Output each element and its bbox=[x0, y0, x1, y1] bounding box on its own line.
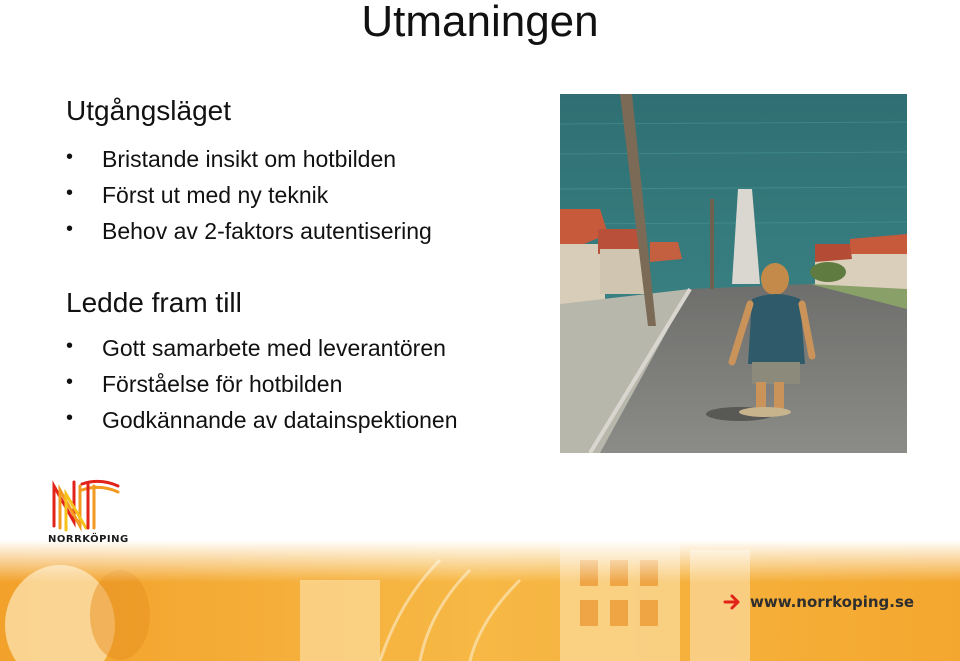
bullet-icon: • bbox=[66, 335, 74, 357]
norrkoping-wordmark: NORRKÖPING bbox=[48, 534, 129, 545]
list-item-text: Godkännande av datainspektionen bbox=[102, 407, 458, 433]
website-url[interactable]: www.norrkoping.se bbox=[750, 593, 915, 611]
list-item-text: Först ut med ny teknik bbox=[102, 182, 329, 208]
list-item bbox=[66, 402, 458, 438]
bullet-icon: • bbox=[66, 407, 74, 429]
photo-illustration bbox=[560, 94, 907, 453]
list-item-text: Gott samarbete med leverantören bbox=[102, 335, 446, 361]
section-heading-starting-point: Utgångsläget bbox=[66, 95, 232, 126]
arrow-right-icon bbox=[722, 591, 744, 613]
bullet-icon: • bbox=[66, 218, 74, 240]
norrkoping-n-logo-icon bbox=[48, 474, 128, 534]
skateboard-boy-photo bbox=[560, 94, 907, 453]
bullet-list-starting-point bbox=[66, 141, 432, 249]
slide-title: Utmaningen bbox=[361, 0, 599, 46]
list-item-text: Bristande insikt om hotbilden bbox=[102, 146, 397, 172]
list-item bbox=[66, 213, 432, 249]
list-item bbox=[66, 330, 458, 366]
list-item bbox=[66, 177, 432, 213]
list-item-text: Behov av 2-faktors autentisering bbox=[102, 218, 432, 244]
list-item bbox=[66, 366, 458, 402]
bullet-list-outcome bbox=[66, 330, 458, 438]
section-heading-outcome: Ledde fram till bbox=[66, 287, 242, 318]
website-link[interactable] bbox=[722, 588, 914, 616]
list-item bbox=[66, 141, 432, 177]
bullet-icon: • bbox=[66, 146, 74, 168]
bullet-icon: • bbox=[66, 182, 74, 204]
bullet-icon: • bbox=[66, 371, 74, 393]
list-item-text: Förståelse för hotbilden bbox=[102, 371, 343, 397]
